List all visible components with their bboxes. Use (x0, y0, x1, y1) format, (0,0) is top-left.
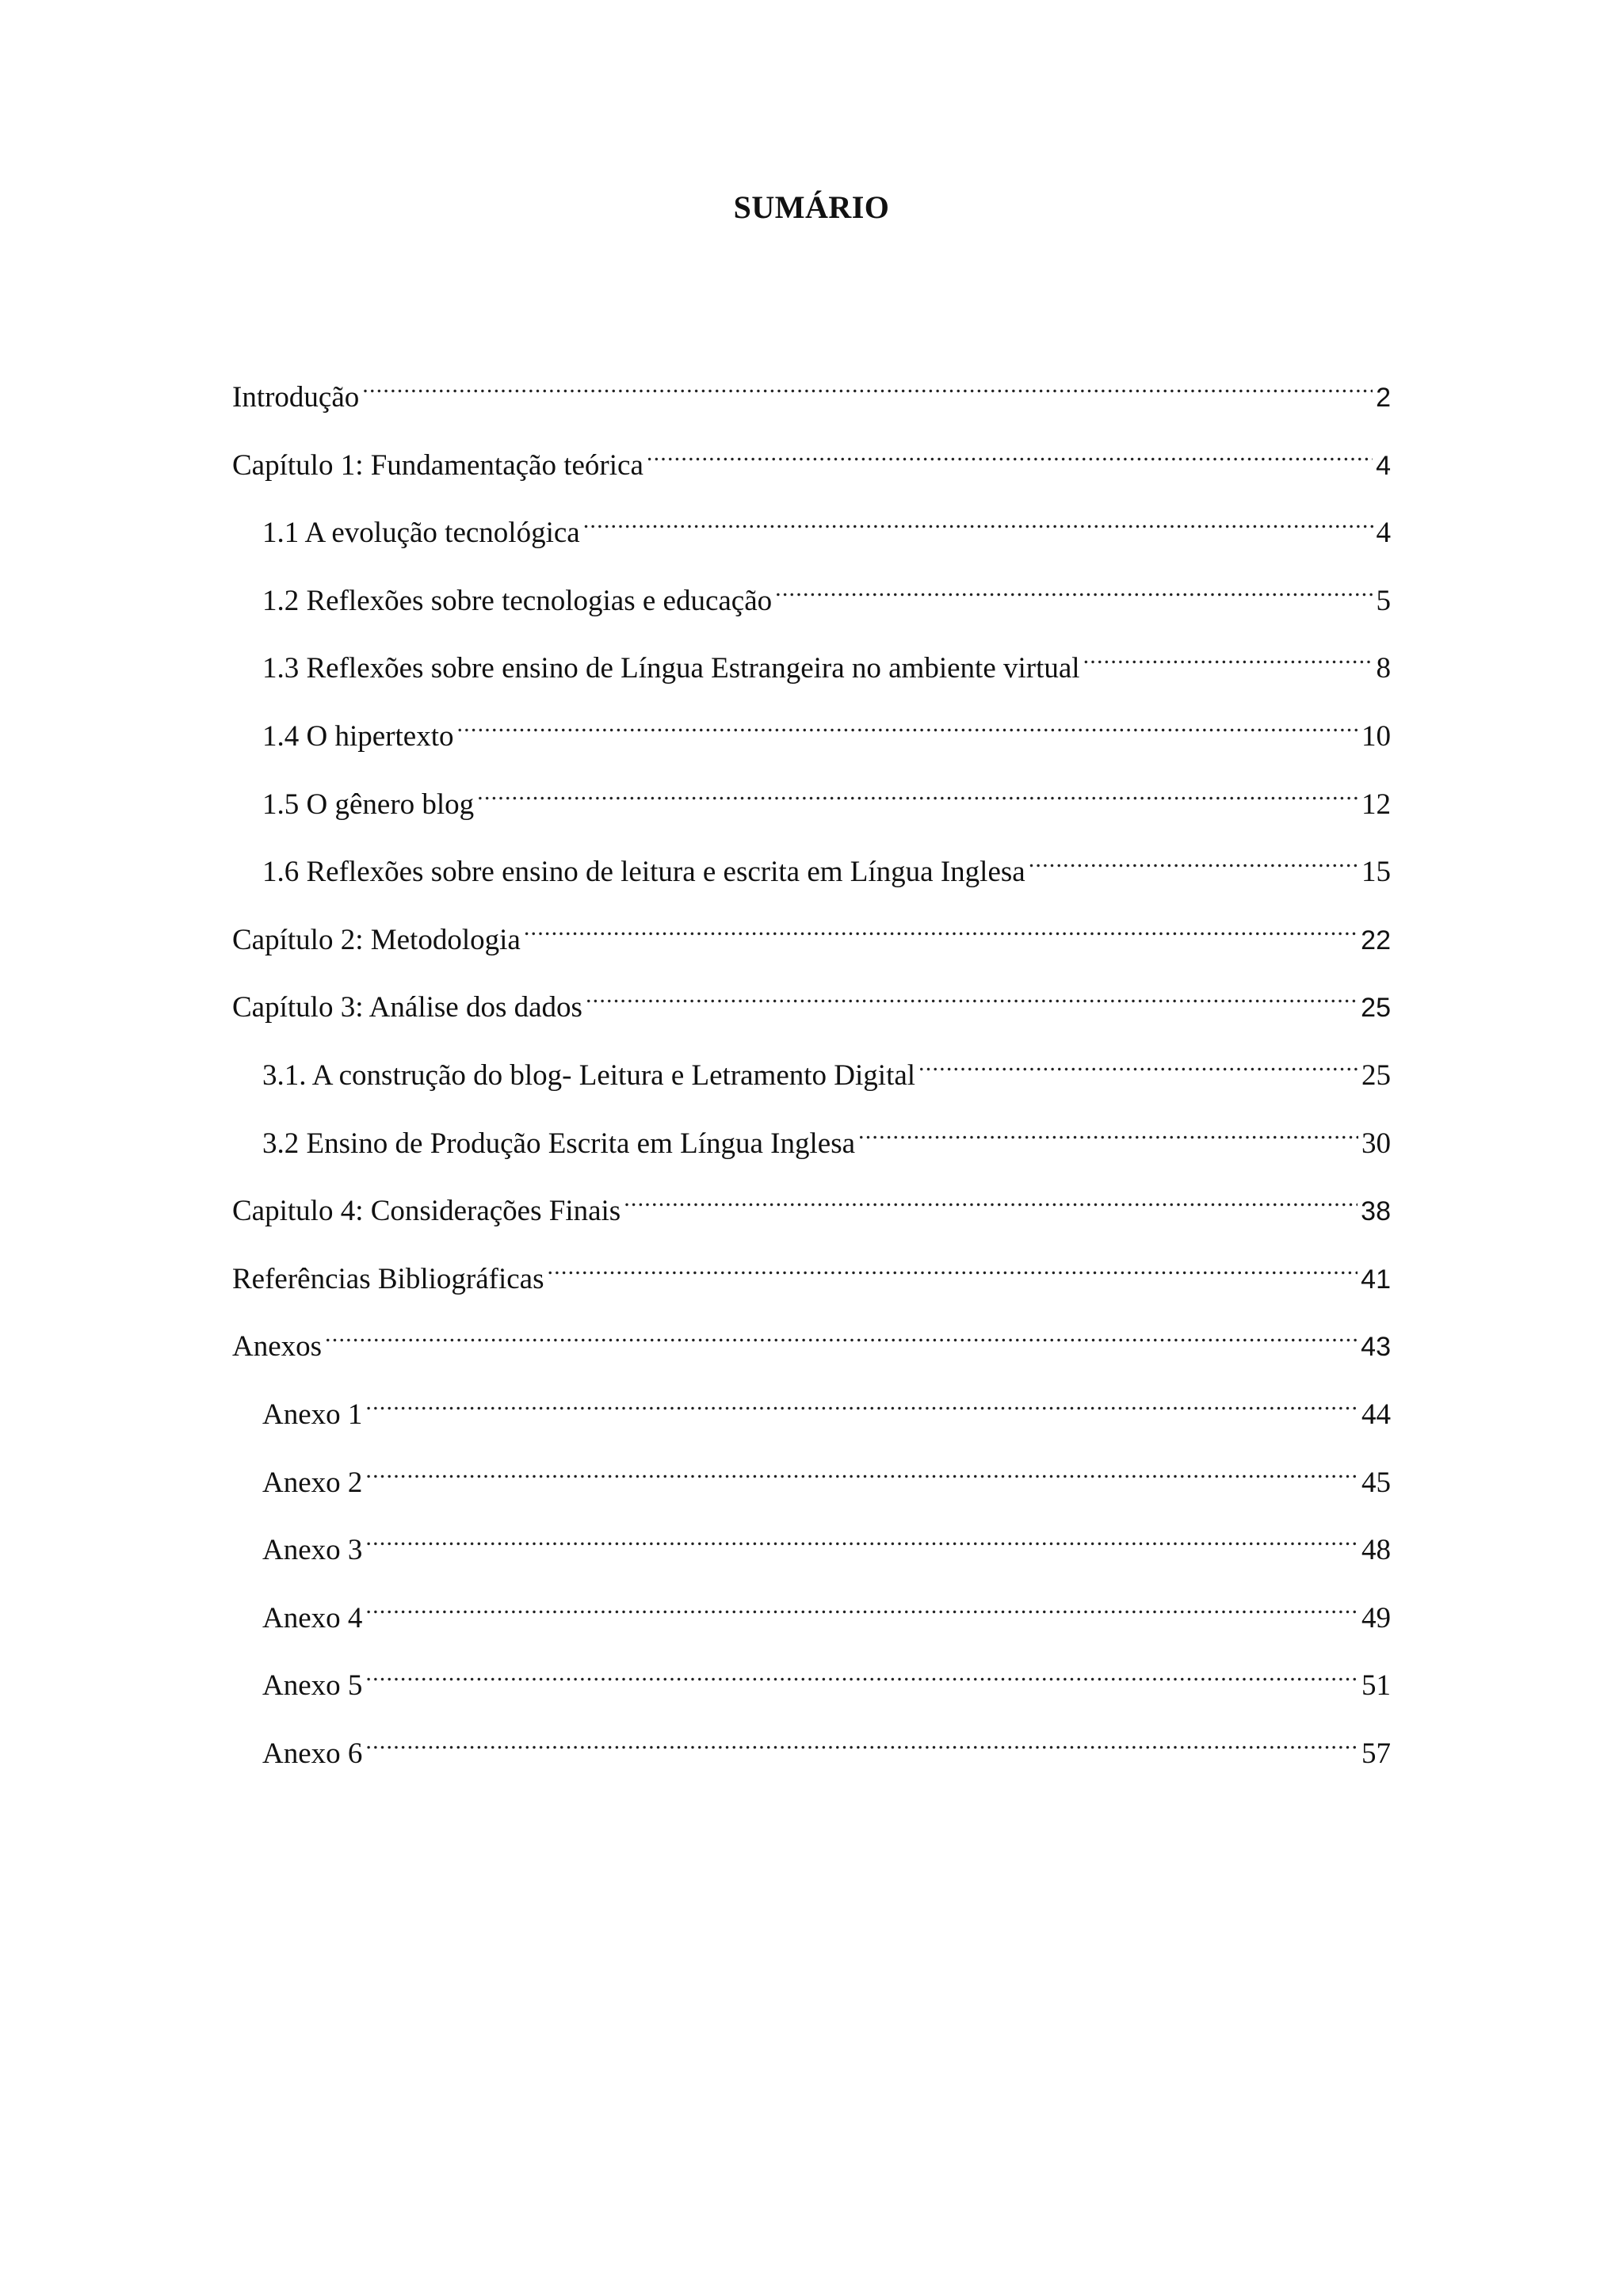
toc-entry-label: Anexo 6 (262, 1737, 363, 1770)
toc-entry[interactable] (262, 701, 1391, 753)
toc-entry-page-number: 8 (1376, 652, 1391, 685)
toc-entry-label: Anexo 2 (262, 1466, 363, 1499)
toc-entry[interactable] (232, 905, 1391, 956)
toc-entry-page-number: 22 (1361, 925, 1391, 955)
toc-entry[interactable] (232, 972, 1391, 1024)
toc-entry-page-number: 49 (1361, 1602, 1391, 1634)
toc-entry[interactable] (262, 1718, 1391, 1770)
toc-entry[interactable] (232, 362, 1391, 414)
toc-dot-leader (858, 1108, 1358, 1153)
toc-dot-leader (365, 1447, 1358, 1492)
toc-entry-page-number: 10 (1361, 720, 1391, 753)
toc-entry-page-number: 2 (1376, 383, 1391, 413)
toc-dot-leader (624, 1176, 1358, 1220)
toc-dot-leader (1029, 837, 1358, 881)
toc-entry-label: 1.5 O gênero blog (262, 788, 475, 821)
toc-entry[interactable] (262, 1040, 1391, 1092)
toc-entry-label: Capítulo 1: Fundamentação teórica (232, 449, 643, 482)
toc-entry-page-number: 5 (1376, 585, 1391, 617)
toc-entry-page-number: 25 (1361, 1059, 1391, 1092)
toc-entry-page-number: 44 (1361, 1398, 1391, 1431)
toc-entry-page-number: 43 (1361, 1332, 1391, 1362)
toc-entry-page-number: 38 (1361, 1196, 1391, 1226)
toc-dot-leader (775, 566, 1373, 610)
toc-dot-leader (362, 362, 1373, 406)
toc-entry-page-number: 48 (1361, 1534, 1391, 1566)
toc-entry-page-number: 15 (1361, 856, 1391, 888)
toc-entry-page-number: 41 (1361, 1264, 1391, 1295)
toc-entry-label: Referências Bibliográficas (232, 1263, 544, 1295)
toc-entry[interactable] (262, 769, 1391, 821)
toc-entry-label: 1.1 A evolução tecnológica (262, 517, 580, 549)
toc-entry-label: Capitulo 4: Considerações Finais (232, 1195, 621, 1227)
toc-entry[interactable] (262, 498, 1391, 549)
toc-entry[interactable] (232, 1244, 1391, 1295)
toc-entry[interactable] (262, 1650, 1391, 1702)
toc-entry[interactable] (262, 1447, 1391, 1499)
toc-entry-label: Introdução (232, 381, 360, 414)
toc-dot-leader (583, 498, 1373, 542)
toc-entry-page-number: 4 (1376, 517, 1391, 549)
toc-entry-label: Anexo 3 (262, 1534, 363, 1566)
toc-entry[interactable] (262, 566, 1391, 617)
toc-dot-leader (365, 1515, 1358, 1559)
toc-entry-page-number: 51 (1361, 1669, 1391, 1702)
toc-entry-label: 3.1. A construção do blog- Leitura e Letramento Digital (262, 1059, 916, 1092)
toc-dot-leader (365, 1583, 1358, 1627)
toc-entry-label: Capítulo 3: Análise dos dados (232, 991, 582, 1024)
toc-entry-label: 1.3 Reflexões sobre ensino de Língua Estrangeira no ambiente virtual (262, 652, 1080, 685)
toc-dot-leader (365, 1650, 1358, 1695)
toc-entry-page-number: 57 (1361, 1737, 1391, 1770)
toc-dot-leader (547, 1244, 1358, 1288)
toc-entry-label: Anexo 4 (262, 1602, 363, 1634)
toc-dot-leader (647, 430, 1373, 475)
toc-entry-label: 1.4 O hipertexto (262, 720, 454, 753)
toc-entry-page-number: 45 (1361, 1466, 1391, 1499)
toc-entry[interactable] (262, 1515, 1391, 1566)
toc-dot-leader (365, 1379, 1358, 1424)
toc-dot-leader (586, 972, 1358, 1016)
toc-entry[interactable] (262, 1108, 1391, 1160)
toc-dot-leader (477, 769, 1358, 814)
toc-dot-leader (918, 1040, 1358, 1085)
toc-entry-label: Capítulo 2: Metodologia (232, 924, 521, 956)
toc-entry-page-number: 30 (1361, 1127, 1391, 1160)
toc-entry-label: 1.2 Reflexões sobre tecnologias e educação (262, 585, 773, 617)
toc-entry-page-number: 25 (1361, 993, 1391, 1023)
toc-entry[interactable] (262, 633, 1391, 685)
toc-dot-leader (1083, 633, 1373, 677)
toc-entry[interactable] (262, 1379, 1391, 1431)
toc-entry[interactable] (232, 430, 1391, 482)
toc-entry[interactable] (262, 837, 1391, 888)
toc-entry-label: Anexos (232, 1330, 323, 1363)
toc-entry[interactable] (232, 1176, 1391, 1227)
toc-dot-leader (524, 905, 1358, 949)
toc-entry-page-number: 4 (1376, 451, 1391, 481)
toc-dot-leader (325, 1311, 1358, 1356)
toc-dot-leader (365, 1718, 1358, 1763)
toc-entry-label: 1.6 Reflexões sobre ensino de leitura e escrita em Língua Inglesa (262, 856, 1025, 888)
toc-entry-label: Anexo 5 (262, 1669, 363, 1702)
toc-entry-page-number: 12 (1361, 788, 1391, 821)
page-title: SUMÁRIO (733, 189, 890, 225)
toc-entry-label: 3.2 Ensino de Produção Escrita em Língua Inglesa (262, 1127, 856, 1160)
toc-entry[interactable] (262, 1583, 1391, 1634)
toc-entry-label: Anexo 1 (262, 1398, 363, 1431)
toc-dot-leader (456, 701, 1358, 746)
toc-entry[interactable] (232, 1311, 1391, 1363)
